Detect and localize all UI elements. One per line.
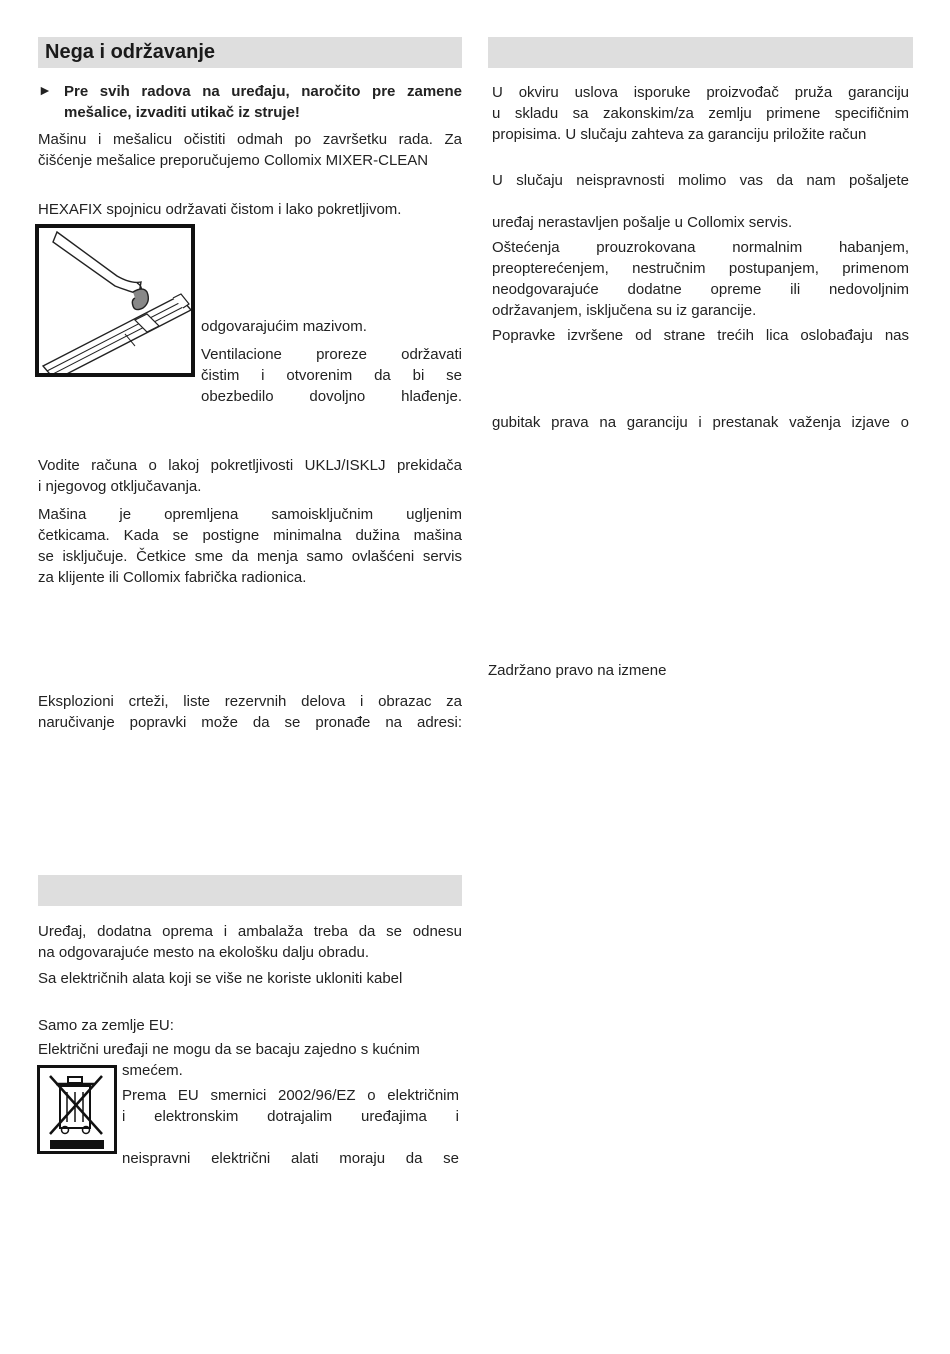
paragraph-line: u skladu sa zakonskim/za zemlju primene specifičnim [492, 105, 909, 122]
paragraph-line: Samo za zemlje EU: [38, 1017, 174, 1034]
paragraph-line: gubitak prava na garanciju i prestanak važenja izjave o [492, 414, 909, 431]
paragraph-line: čišćenje mešalice preporučujemo Collomix MIXER-CLEAN [38, 152, 429, 169]
paragraph-line: se isključuje. Četkice sme da menja samo ovlašćeni servis [38, 548, 462, 565]
paragraph-line: Električni uređaji ne mogu da se bacaju zajedno s kućnim [38, 1041, 420, 1058]
paragraph-line: naručivanje popravki može da se pronađe na adresi: [38, 714, 462, 731]
paragraph-line: smećem. [122, 1062, 183, 1079]
paragraph-line: Mašina je opremljena samoisključnim ugljenim [38, 506, 462, 523]
paragraph-line: Sa električnih alata koji se više ne koriste ukloniti kabel [38, 970, 403, 987]
paragraph-line: propisima. U slučaju zahteva za garanciju priložite račun [492, 126, 867, 143]
paragraph-line: četkicama. Kada se postigne minimalna dužina mašina [38, 527, 462, 544]
paragraph-line: na odgovarajuće mesto na ekološku dalju obradu. [38, 944, 370, 961]
paragraph-line: Uređaj, dodatna oprema i ambalaža treba da se odnesu [38, 923, 462, 940]
paragraph-line: Vodite računa o lakoj pokretljivosti UKLJ/ISKLJ prekidača [38, 457, 462, 474]
lubrication-illustration [35, 224, 195, 377]
paragraph-line: održavanjem, isključena su iz garancije. [492, 302, 757, 319]
paragraph-line: Zadržano pravo na izmene [488, 662, 667, 679]
warning-line: Pre svih radova na uređaju, naročito pre zamene [64, 83, 462, 100]
grease-tube-coupling-icon [39, 228, 191, 373]
section-header-disposal [38, 875, 462, 906]
paragraph-line: i elektronskim dotrajalim uređajima i [122, 1108, 459, 1125]
paragraph-line: i njegovog otključavanja. [38, 478, 202, 495]
arrow-bullet-icon: ► [38, 82, 52, 98]
paragraph-line: HEXAFIX spojnicu održavati čistom i lako pokretljivom. [38, 201, 402, 218]
paragraph-line: preopterećenjem, nestručnim postupanjem, primenom [492, 260, 909, 277]
weee-symbol [37, 1065, 117, 1154]
warning-line: mešalice, izvaditi utikač iz struje! [64, 104, 300, 121]
paragraph-line: Prema EU smernici 2002/96/EZ o električnim [122, 1087, 459, 1104]
crossed-bin-icon [40, 1068, 114, 1151]
paragraph-line: obezbedilo dovoljno hlađenje. [201, 388, 462, 405]
paragraph-line: U okviru uslova isporuke proizvođač pruža garanciju [492, 84, 909, 101]
section-header-warranty [488, 37, 913, 68]
paragraph-line: neodgovarajuće dodatne opreme ili nedovoljnim [492, 281, 909, 298]
paragraph-line: uređaj nerastavljen pošalje u Collomix servis. [492, 214, 793, 231]
paragraph-line: Popravke izvršene od strane trećih lica oslobađaju nas [492, 327, 909, 344]
paragraph-line: čistim i otvorenim da bi se [201, 367, 462, 384]
paragraph-line: za klijente ili Collomix fabrička radionica. [38, 569, 307, 586]
paragraph-line: Eksplozioni crteži, liste rezervnih delova i obrazac za [38, 693, 462, 710]
section-header-care [38, 37, 462, 68]
paragraph-line: odgovarajućim mazivom. [201, 318, 367, 335]
paragraph-line: Oštećenja prouzrokovana normalnim habanjem, [492, 239, 909, 256]
paragraph-line: U slučaju neispravnosti molimo vas da nam pošaljete [492, 172, 909, 189]
paragraph-line: Mašinu i mešalicu očistiti odmah po završetku rada. Za [38, 131, 462, 148]
paragraph-line: neispravni električni alati moraju da se [122, 1150, 459, 1167]
section-title-care: Nega i održavanje [45, 41, 216, 63]
paragraph-line: Ventilacione proreze održavati [201, 346, 462, 363]
